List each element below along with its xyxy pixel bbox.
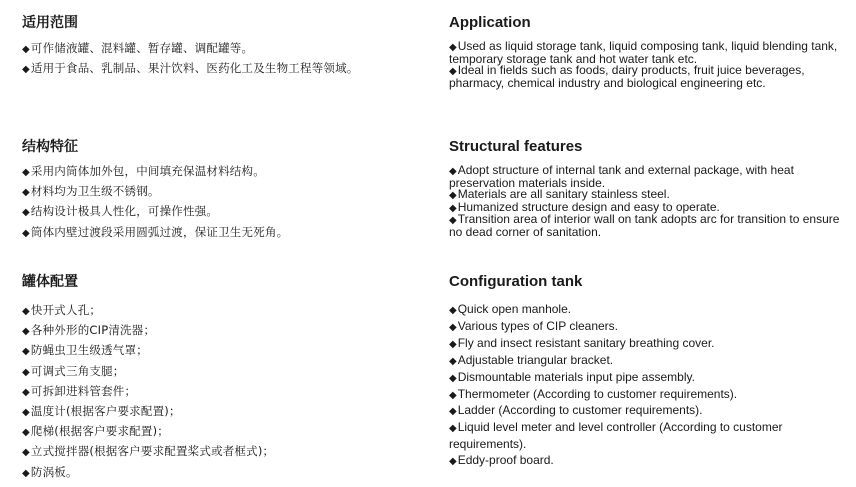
diamond-bullet-icon: ◆	[22, 467, 30, 479]
diamond-bullet-icon: ◆	[449, 406, 457, 418]
list-item	[22, 362, 432, 382]
diamond-bullet-icon: ◆	[22, 427, 30, 439]
list-item	[22, 321, 432, 341]
list-item-text: 结构设计极具人性化，可操作性强。	[30, 204, 219, 219]
list-item	[449, 41, 844, 65]
zh-application-heading: 适用范围	[22, 15, 78, 31]
diamond-bullet-icon: ◆	[22, 167, 30, 178]
list-item-text: 温度计(根据客户要求配置)；	[30, 404, 181, 419]
list-item-text: 防涡板。	[30, 464, 78, 479]
diamond-bullet-icon: ◆	[22, 346, 30, 358]
diamond-bullet-icon: ◆	[449, 202, 457, 214]
list-item	[449, 453, 844, 470]
diamond-bullet-icon: ◆	[449, 305, 457, 316]
list-item	[22, 442, 432, 462]
list-item	[449, 420, 844, 453]
en-structural-heading: Structural features	[449, 138, 583, 155]
diamond-bullet-icon: ◆	[22, 447, 30, 459]
list-item	[22, 402, 432, 422]
list-item	[22, 382, 432, 402]
list-item	[22, 162, 432, 182]
en-configuration-heading: Configuration tank	[449, 273, 583, 290]
list-item-text: Adjustable triangular bracket.	[457, 352, 614, 367]
list-item-text: Used as liquid storage tank, liquid composing tank, liquid blending tank, temporary storage tank and hot water tank etc.	[449, 39, 838, 66]
list-item-text: Humanized structure design and easy to operate.	[457, 199, 720, 214]
diamond-bullet-icon: ◆	[449, 389, 457, 401]
list-item-text: Transition area of interior wall on tank adopts arc for transition to ensure no dead corner of sanitation.	[449, 212, 840, 239]
diamond-bullet-icon: ◆	[449, 190, 457, 202]
list-item	[22, 341, 432, 361]
list-item-text: 爬梯(根据客户要求配置)；	[30, 424, 169, 439]
list-item	[449, 387, 844, 404]
diamond-bullet-icon: ◆	[449, 338, 457, 350]
en-configuration-list	[449, 302, 844, 470]
en-configuration-section	[449, 273, 844, 470]
list-item	[22, 202, 432, 222]
en-structural-section	[449, 138, 844, 239]
list-item-text: Liquid level meter and level controller (According to customer requirements).	[449, 420, 783, 452]
zh-application-section	[22, 14, 432, 79]
list-item	[449, 336, 844, 353]
list-item-text: Ideal in fields such as foods, dairy products, fruit juice beverages, pharmacy, chemical industry and biological engineering etc.	[449, 63, 805, 90]
list-item-text: 立式搅拌器(根据客户要求配置桨式或者框式)；	[30, 444, 275, 459]
diamond-bullet-icon: ◆	[449, 456, 457, 468]
list-item-text: 可调式三角支腿；	[30, 363, 125, 378]
list-item	[22, 59, 432, 79]
list-item	[449, 403, 844, 420]
zh-configuration-heading: 罐体配置	[22, 274, 78, 290]
diamond-bullet-icon: ◆	[22, 366, 30, 378]
diamond-bullet-icon: ◆	[449, 66, 457, 78]
diamond-bullet-icon: ◆	[22, 44, 30, 55]
list-item	[449, 319, 844, 336]
list-item	[22, 182, 432, 202]
diamond-bullet-icon: ◆	[449, 166, 457, 177]
list-item	[449, 353, 844, 370]
zh-structural-list	[22, 162, 432, 243]
list-item-text: Thermometer (According to customer requirements).	[457, 386, 738, 401]
list-item-text: Eddy-proof board.	[457, 453, 554, 468]
diamond-bullet-icon: ◆	[22, 407, 30, 419]
list-item-text: 可作储液罐、混料罐、暂存罐、调配罐等。	[30, 41, 254, 55]
list-item	[449, 214, 844, 238]
diamond-bullet-icon: ◆	[22, 187, 30, 199]
list-item-text: Ladder (According to customer requirements).	[457, 403, 703, 418]
en-application-heading: Application	[449, 14, 531, 31]
zh-application-list	[22, 39, 432, 79]
list-item	[449, 302, 844, 319]
en-application-list	[449, 41, 844, 89]
list-item-text: Adopt structure of internal tank and external package, with heat preservation materials inside.	[449, 163, 794, 190]
list-item-text: Dismountable materials input pipe assembly.	[457, 369, 695, 384]
diamond-bullet-icon: ◆	[449, 215, 457, 227]
diamond-bullet-icon: ◆	[22, 306, 30, 317]
list-item-text: 材料均为卫生级不锈钢。	[30, 184, 160, 199]
list-item	[22, 463, 432, 483]
list-item-text: Fly and insect resistant sanitary breathing cover.	[457, 335, 715, 350]
diamond-bullet-icon: ◆	[22, 207, 30, 219]
zh-configuration-list	[22, 301, 432, 483]
list-item	[22, 39, 432, 59]
diamond-bullet-icon: ◆	[449, 321, 457, 333]
list-item-text: 防蝇虫卫生级透气罩；	[30, 343, 148, 358]
list-item-text: 筒体内壁过渡段采用圆弧过渡，保证卫生无死角。	[30, 224, 289, 239]
list-item	[22, 422, 432, 442]
diamond-bullet-icon: ◆	[449, 42, 457, 53]
list-item	[449, 65, 844, 89]
list-item-text: 快开式人孔；	[30, 303, 102, 317]
diamond-bullet-icon: ◆	[449, 423, 457, 435]
zh-configuration-section	[22, 273, 432, 483]
list-item-text: 可拆卸进料管套件；	[30, 383, 137, 398]
diamond-bullet-icon: ◆	[22, 64, 30, 76]
list-item-text: 适用于食品、乳制品、果汁饮料、医药化工及生物工程等领域。	[30, 61, 359, 76]
zh-structural-heading: 结构特征	[22, 139, 78, 155]
list-item-text: Quick open manhole.	[457, 302, 572, 316]
diamond-bullet-icon: ◆	[449, 372, 457, 384]
list-item	[22, 301, 432, 321]
diamond-bullet-icon: ◆	[22, 326, 30, 338]
diamond-bullet-icon: ◆	[22, 386, 30, 398]
list-item	[449, 165, 844, 189]
list-item-text: 采用内筒体加外包，中间填充保温材料结构。	[30, 164, 265, 178]
list-item	[22, 223, 432, 243]
diamond-bullet-icon: ◆	[449, 355, 457, 367]
diamond-bullet-icon: ◆	[22, 227, 30, 239]
list-item-text: Various types of CIP cleaners.	[457, 318, 619, 333]
list-item-text: Materials are all sanitary stainless steel.	[457, 187, 670, 202]
en-application-section	[449, 14, 844, 89]
list-item	[449, 370, 844, 387]
zh-structural-section	[22, 138, 432, 243]
list-item-text: 各种外形的CIP清洗器；	[30, 323, 156, 338]
en-structural-list	[449, 165, 844, 239]
